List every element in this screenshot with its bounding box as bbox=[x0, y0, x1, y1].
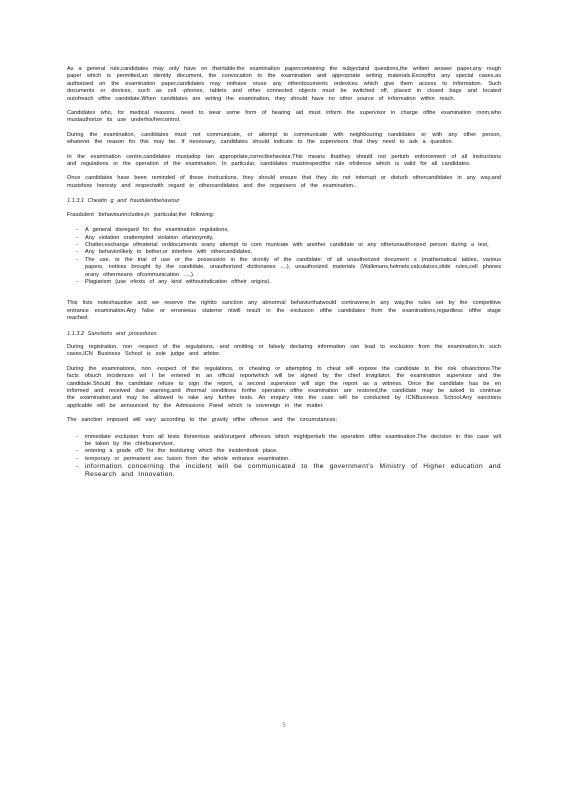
paragraph-sanction-right: This lists notexhaustive and we reserve the rightto sanction any abnormal behaviorthatwould contravene,in any way,the rules set by the competitive entrance examination.Any false or erroneous stateme ntwill result in the exclusion ofthe candidates from the examinations,regardless ofthe stage reached. bbox=[67, 300, 501, 322]
list-item: - Chatter,exchange ofmaterial orddocuments orany attempt to com municate with another candidate or any otherunauthorized person during a test, bbox=[76, 241, 489, 248]
paragraph-hearing-aid: Candidates who, for medical reasons, need to wear some form of hearing aid must inform the supervisor in charge ofthe examination room,who mustauthorize its use underhis/hercontrol. bbox=[67, 110, 501, 124]
dash-marker: - bbox=[76, 278, 78, 285]
paragraph-sanction-intro: The sanction imposed will vary according to the gravity ofthe offence and the circumstances: bbox=[67, 417, 338, 424]
document-page bbox=[67, 66, 501, 766]
list-item: - immediate exclusion from all tests iforserious and/orurgent offences which mightperturb the operation ofthe examination.The decision in this case will be taken by the chiefsupervisor. bbox=[76, 433, 501, 448]
paragraph-honesty: Once candidates have been reminded of these instructions, they should ensure that they do not interrupt or disturb othercandidates in any way,and mustshow honesty and respectwith regard to othercandidates and the organisers of the examination.. bbox=[67, 175, 501, 189]
paragraph-behaviour: In the examination centre,candidates mustadop tan appropriate,correctbehaviour.This means thatthey should not perturb enforcement of all instructions and regulations or the operation of the examination. In particular, candidates mustrespectthe rule ofsilence which is valid for all candidates. bbox=[67, 153, 501, 168]
list-item: - information concerning the incident will be communicated to the government's Ministry of Higher education and Research and Innovation. bbox=[76, 463, 501, 478]
dash-marker: - bbox=[76, 234, 78, 241]
list-item: - Any violation orattempted violation ofanonymity, bbox=[76, 234, 214, 241]
section-intro-fraud: Fraudulent behaviourincludes,in particular,the following: bbox=[67, 211, 215, 218]
dash-marker: - bbox=[76, 227, 78, 234]
dash-marker: - bbox=[76, 241, 78, 248]
section-heading-cheating: 1.1.3.1 Cheatin g and fraudulentbehaviour bbox=[67, 198, 180, 205]
list-item: - The use, or the trial of use or the possession in the vicinity of the candidate: of all unauthorized document s (mathematical tables, various papers, notices brought by the candidate, unauthorized dictionaries ....), unauthorized materials (Walkmans,helmets,calculators,slide rules,cell phones orany othermeans ofcommunication .....). bbox=[76, 256, 501, 278]
list-item: - temporary or permanent exc lusion from the whole entrance examination. bbox=[76, 455, 290, 462]
paragraph-registration: During registration, non -respect of the regulations, and omitting or falsely declaring information can lead to exclusion from the examination.In such cases,ICN Business School is sole judge and arbiter. bbox=[67, 343, 501, 358]
dash-marker: - bbox=[76, 463, 79, 471]
paragraph-no-communication: During the examination, candidates must not communicate, or attempt to communicate with neighbouring candidates or with any other person, whatever the reason for this may be. If necessary, candidates should indicate to the supervisors that they need to ask a question. bbox=[67, 131, 501, 146]
dash-marker: - bbox=[76, 448, 78, 455]
list-item: - Plagiarism (use ofexts of any kind withoutindication oftheir origins). bbox=[76, 278, 271, 285]
fraud-behaviour-list bbox=[67, 227, 501, 286]
list-item: - A general disregard for the examination regulations, bbox=[76, 227, 229, 234]
dash-marker: - bbox=[76, 256, 78, 263]
paragraph-exam-materials: As a general rule,candidates may only have on theirtable:the examination papercontaining the subjectand questions,the written answer paper,any rough paper which is permitted,an identity document, the convocation to the examination and appropriate writing materials.Exceptfor any special cases,as authorised on the examination paper,candidates may nothave oruse any otherdocuments ordevices which give them access to information. Such documents or devices, such as cell -phones, tablets and other connected objects must be switched off, placed in closed bags and located outofreach ofthe candidate.When candidates are writing the examination, they should have no other source of information within reach. bbox=[67, 66, 501, 102]
dash-marker: - bbox=[76, 433, 78, 440]
list-item: - entering a grade of0 for the testduring which the incidenttook place. bbox=[76, 448, 278, 455]
paragraph-exam-violations: During the examinations, non -respect of the regulations, or cheating or attempting to cheat will expose the candidate to the risk ofsanctions.The facts ofsuch incidences wil l be entered in an official reportwhich will be signed by the chief invigilator, the examination supervisor and the candidate.Should the candidate refuse to sign the report, a second supervisor will sign the report as a witness. Once the candidate has be en informed and received due warning,and ifnormal conditions forthe operation ofthe examination are restored,the candidate may be asked to continue the examination,and may be allowed to take any further tests. An enquiry into the case will be conducted by ICNBusiness School.Any sanctions applicable will be announced by the Admissions Panel which is sovereign in the matter. bbox=[67, 365, 501, 409]
page-number: 5 bbox=[282, 723, 286, 729]
section-heading-sanctions: 1.1.3.2 Sanctions and procedures bbox=[67, 330, 157, 337]
list-item: - Any behaviorlikely to bother,or interfere with othercandidates, bbox=[76, 249, 253, 256]
dash-marker: - bbox=[76, 455, 78, 462]
sanctions-list bbox=[67, 434, 501, 478]
dash-marker: - bbox=[76, 249, 78, 256]
